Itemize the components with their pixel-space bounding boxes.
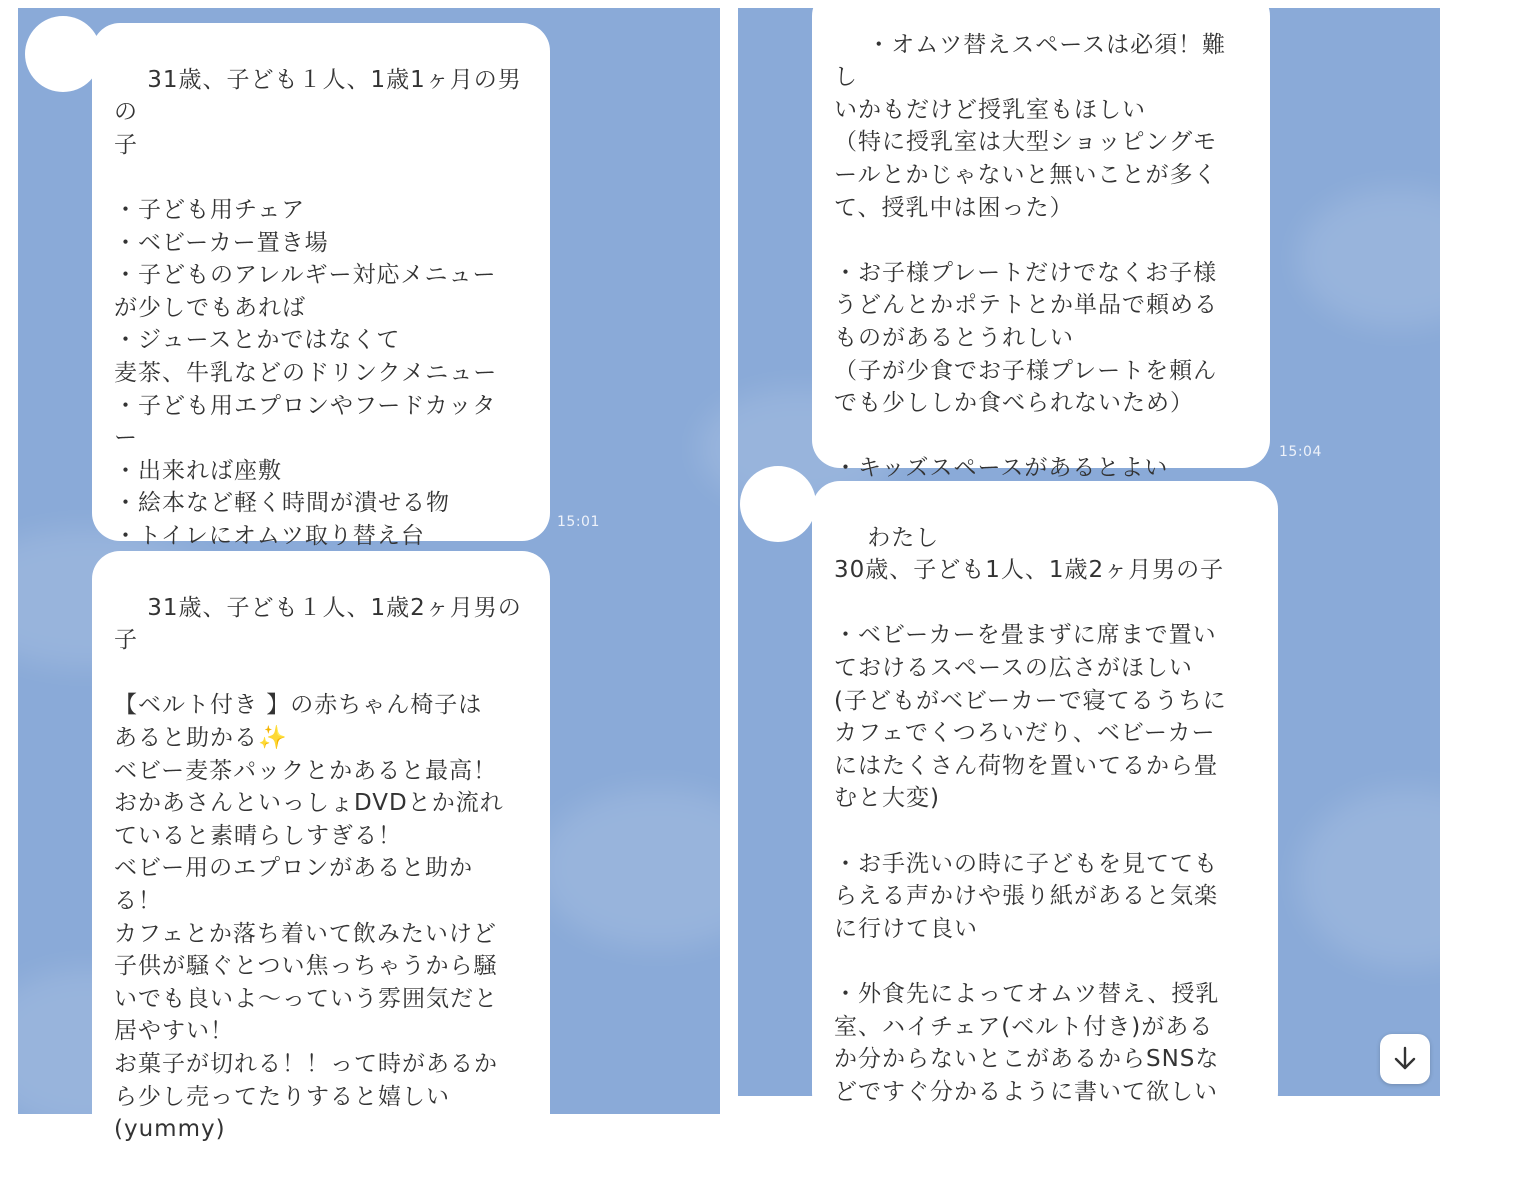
message-bubble-3[interactable]: [812, 0, 1270, 482]
message-text: ・オムツ替えスペースは必須！難し いかもだけど授乳室もほしい （特に授乳室は大型ショッピングモ ールとかじゃないと無いことが多く て、授乳中は困った） ・お子様プレートだけでなくお子様 うどんとかポテトとか単品で頼める ものがあるとうれしい （子が少食でお子様プレートを頼ん でも少ししか食べられないため） ・キッズスペースがあるとよい: [834, 31, 1227, 482]
message-bubble-4[interactable]: [812, 481, 1278, 1121]
message-text-continued: ベビー麦茶パックとかあると最高！ おかあさんといっしょDVDとか流れ ていると素晴らしすぎる！ ベビー用のエプロンがあると助か る！ カフェとか落ち着いて飲みたいけど 子供が騒ぐとつい焦っちゃうから騒 いでも良いよ〜っていう雰囲気だと 居やすい！ お菓子が切れる！！って時があるか ら少し売ってたりすると嬉しい (yummy): [114, 757, 504, 1143]
message-timestamp: 15:04: [1279, 444, 1322, 460]
message-bubble-2[interactable]: [92, 551, 550, 1151]
message-text: 31歳、子ども１人、1歳2ヶ月男の子 【ベルト付き 】の赤ちゃん椅子は あると助かる: [114, 594, 522, 751]
message-bubble-1[interactable]: [92, 23, 550, 549]
arrow-down-icon: [1393, 1046, 1417, 1072]
chat-panel-left[interactable]: [18, 8, 720, 1143]
sparkles-icon: ✨: [258, 724, 288, 751]
scroll-to-bottom-button[interactable]: [1380, 1034, 1430, 1084]
message-text: わたし 30歳、子ども1人、1歳2ヶ月男の子 ・ベビーカーを畳まずに席まで置い ておけるスペースの広さがほしい (子どもがベビーカーで寝てるうちに カフェでくつろいだり、ベビーカー にはたくさん荷物を置いてるから畳 むと大変) ・お手洗いの時に子どもを見てても らえる声かけや張り紙があると気楽 に行けて良い ・外食先によってオムツ替え、授乳 室、ハイチェア(ベルト付き)がある か分からないとこがあるからSNSな どですぐ分かるように書いて欲しい: [834, 524, 1227, 1105]
message-timestamp: 15:01: [557, 514, 600, 530]
message-text: 31歳、子ども１人、1歳1ヶ月の男の 子 ・子ども用チェア ・ベビーカー置き場 ・子どものアレルギー対応メニュー が少しでもあれば ・ジュースとかではなくて 麦茶、牛乳などのドリンクメニュー ・子ども用エプロンやフードカッタ ー ・出来れば座敷 ・絵本など軽く時間が潰せる物 ・トイレにオムツ取り替え台: [114, 66, 522, 549]
chat-panel-right[interactable]: [738, 8, 1440, 1105]
sender-avatar[interactable]: [740, 466, 816, 542]
sender-avatar[interactable]: [25, 16, 101, 92]
